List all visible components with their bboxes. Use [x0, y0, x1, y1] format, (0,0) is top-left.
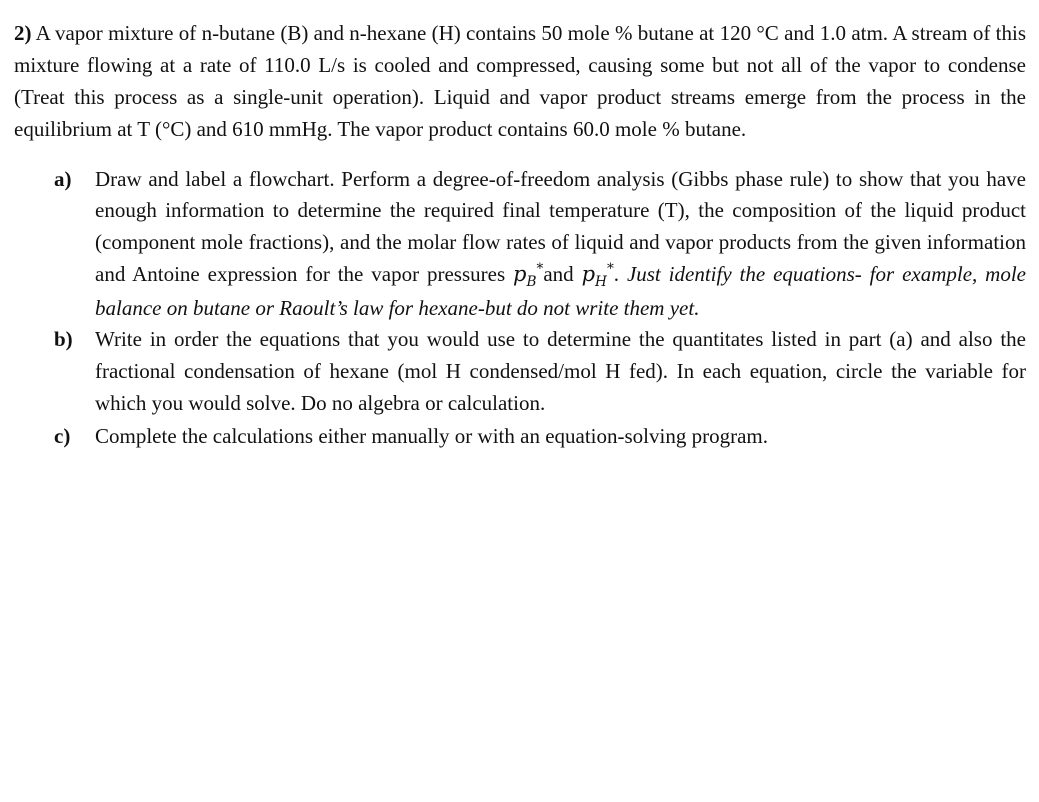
vapor-pressure-hexane-symbol: $p_H^*$	[581, 260, 614, 290]
part-c-text: Complete the calculations either manually or with an equation-solving program.	[95, 424, 768, 449]
problem-parts-list	[14, 164, 1026, 453]
problem-statement	[14, 18, 1026, 453]
problem-intro	[14, 18, 1026, 146]
part-a-and: and	[543, 261, 582, 286]
part-a-period: .	[613, 261, 627, 286]
vapor-pressure-butane-symbol: $p_B^*$	[513, 260, 544, 290]
part-c	[14, 421, 1026, 453]
problem-intro-text: A vapor mixture of n-butane (B) and n-hexane (H) contains 50 mole % butane at 120 °C and 1.0 atm. A stream of this mixture flowing at a rate of 110.0 L/s is cooled and compressed, causing some but not all of the vapor to condense (Treat this process as a single-unit operation). Liquid and vapor product streams emerge from the process in the equilibrium at T (°C) and 610 mmHg. The vapor product contains 60.0 mole % butane.	[14, 21, 1026, 141]
part-a	[14, 164, 1026, 325]
part-a-text: Draw and label a flowchart. Perform a degree-of-freedom analysis (Gibbs phase rule) to show that you have enough information to determine the required final temperature (T), the composition of the liquid product (component mole fractions), and the molar flow rates of liquid and vapor products from the given information and Antoine expression for the vapor pressures	[95, 166, 1026, 286]
part-a-marker: a)	[54, 166, 72, 191]
problem-number: 2)	[14, 21, 32, 45]
part-a-italic-note: Just identify the equations- for example, mole balance on butane or Raoult’s law for hexane-but do not write them yet.	[95, 261, 1027, 320]
part-c-marker: c)	[54, 424, 71, 449]
part-b-marker: b)	[54, 327, 73, 352]
part-b	[14, 324, 1026, 419]
part-b-text: Write in order the equations that you would use to determine the quantitates listed in part (a) and also the fractional condensation of hexane (mol H condensed/mol H fed). In each equation, circle the variable for which you would solve. Do no algebra or calculation.	[95, 327, 1026, 415]
